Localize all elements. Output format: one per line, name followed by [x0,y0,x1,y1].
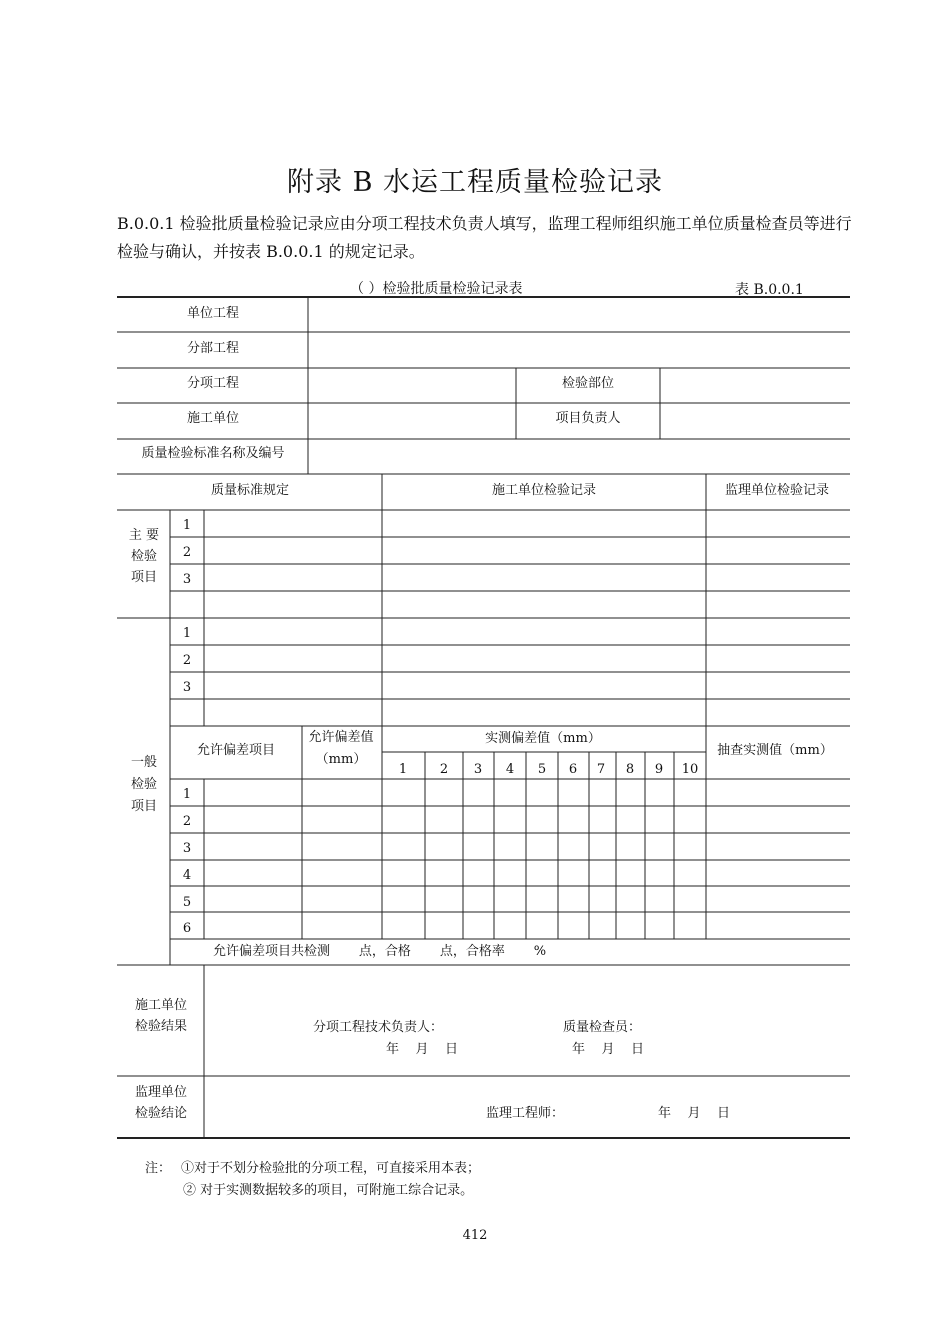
supervision-engineer-signature: 监理工程师： [486,1106,565,1121]
page-number: 412 [462,1228,488,1243]
general-item-number: 2 [182,653,192,668]
tolerance-row-number: 4 [182,868,192,883]
note-line-1 [145,1158,480,1180]
label-division-project: 分部工程 [186,341,240,356]
col-tolerance-value-1: 允许偏差值 [308,730,374,745]
general-items-label-1: 一般 [130,755,158,770]
quality-inspector-signature: 质量检查员： [563,1020,642,1035]
main-items-label-2: 检验 [130,549,158,564]
supervision-conclusion-label-2: 检验结论 [134,1106,188,1121]
measure-number: 5 [537,762,547,777]
note-item: ①对于不划分检验批的分项工程，可直接采用本表； [181,1161,481,1176]
note-line-2 [145,1180,480,1202]
col-standard: 质量标准规定 [210,483,290,498]
measure-number: 7 [596,762,606,777]
label-construction-unit: 施工单位 [186,411,240,426]
tech-leader-signature: 分项工程技术负责人： [313,1020,444,1035]
measure-number: 3 [473,762,483,777]
tolerance-row-number: 3 [182,841,192,856]
col-measured-deviation: 实测偏差值（mm） [485,731,601,746]
measure-number: 6 [568,762,578,777]
col-supervision-record: 监理单位检验记录 [724,483,830,498]
construction-result-label-2: 检验结果 [134,1019,188,1034]
main-item-number: 1 [182,518,192,533]
main-item-number: 3 [182,572,192,587]
general-item-number: 1 [182,626,192,641]
label-inspection-part: 检验部位 [561,376,615,391]
label-unit-project: 单位工程 [186,306,240,321]
measure-number: 4 [505,762,515,777]
general-items-label-2: 检验 [130,777,158,792]
note-prefix: 注： [145,1161,172,1176]
construction-result-label-1: 施工单位 [134,998,188,1013]
tolerance-row-number: 5 [182,895,192,910]
page-title: 附录 B 水运工程质量检验记录 [286,167,663,198]
notes [145,1158,480,1202]
col-tolerance-item: 允许偏差项目 [196,743,276,758]
label-project-leader: 项目负责人 [555,411,621,426]
tolerance-row-number: 1 [182,787,192,802]
col-spot-check: 抽查实测值（mm） [717,743,833,758]
table-number: 表 B.0.0.1 [735,282,804,298]
measure-number: 9 [654,762,664,777]
measure-number: 10 [681,762,699,777]
main-item-number: 2 [182,545,192,560]
note-item: ② 对于实测数据较多的项目，可附施工综合记录。 [183,1183,474,1198]
intro-paragraph: B.0.0.1 检验批质量检验记录应由分项工程技术负责人填写，监理工程师组织施工单位质量检查员等进行检验与确认，并按表 B.0.0.1 的规定记录。 [117,214,852,261]
measure-number: 8 [625,762,635,777]
main-items-label-3: 项目 [130,570,158,585]
date-inspector: 年 月 日 [572,1042,645,1057]
main-items-label-1: 主 要 [128,528,160,543]
col-construction-record: 施工单位检验记录 [491,483,597,498]
tolerance-summary: 允许偏差项目共检测 点，合格 点，合格率 % [213,944,547,959]
supervision-conclusion-label-1: 监理单位 [134,1085,188,1100]
general-item-number: 3 [182,680,192,695]
general-items-label-3: 项目 [130,799,158,814]
label-subitem-project: 分项工程 [186,376,240,391]
measure-number: 1 [398,762,408,777]
measure-number: 2 [439,762,449,777]
col-tolerance-value-2: （mm） [315,752,367,767]
date-supervision: 年 月 日 [658,1106,731,1121]
label-standard-name: 质量检验标准名称及编号 [141,446,285,461]
tolerance-row-number: 6 [182,921,192,936]
tolerance-row-number: 2 [182,814,192,829]
table-caption: （ ）检验批质量检验记录表 [350,281,523,297]
date-tech-leader: 年 月 日 [386,1042,459,1057]
